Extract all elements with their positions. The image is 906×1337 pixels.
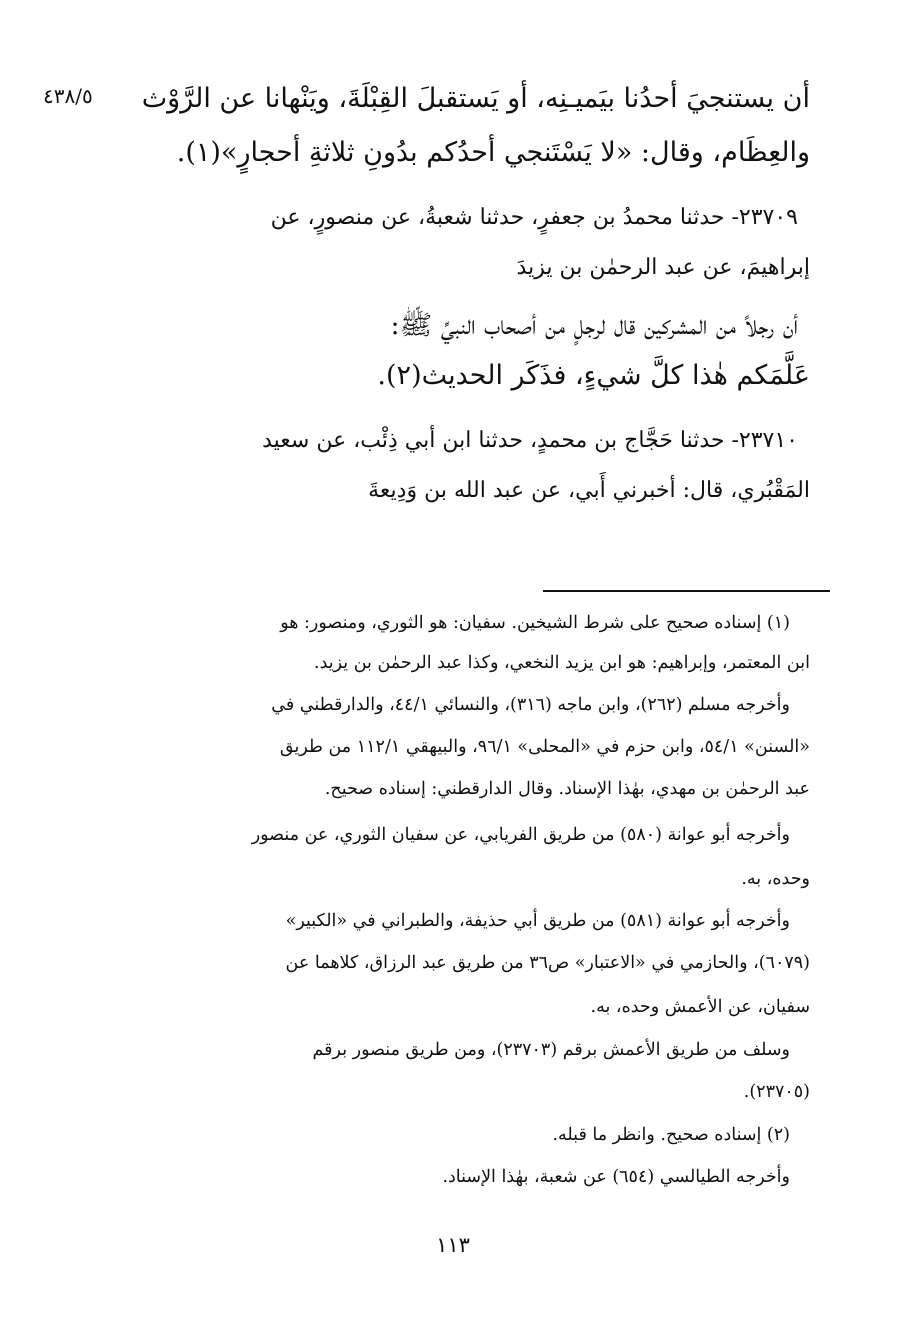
hadith-text-line: عَلَّمَكم هٰذا كلَّ شيءٍ، فذَكَر الحديث(٢). [377, 360, 810, 391]
page-number: ١١٣ [436, 1233, 470, 1257]
isnad-line: ٢٣٧١٠- حدثنا حَجَّاج بن محمدٍ، حدثنا ابن أبي ذِئْب، عن سعيد [262, 428, 798, 453]
isnad-line: المَقْبُري، قال: أخبرني أَبي، عن عبد الله بن وَدِيعةَ [368, 478, 810, 503]
footnote-line: سفيان، عن الأعمش وحده، به. [590, 997, 810, 1017]
footnote-line: عبد الرحمٰن بن مهدي، بهٰذا الإسناد. وقال الدارقطني: إسناده صحيح. [324, 779, 810, 799]
hadith-text-line: أن يستنجيَ أحدُنا بيَميـنِه، أو يَستقبلَ القِبْلَةَ، ويَنْهانا عن الرَّوْث [141, 83, 810, 114]
footnote-line: «السنن» ٥٤/١، وابن حزم في «المحلى» ٩٦/١، والبيهقي ١١٢/١ من طريق [279, 737, 810, 757]
footnote-line: وأخرجه أبو عوانة (٥٨٠) من طريق الفريابي، عن سفيان الثوري، عن منصور [251, 825, 790, 845]
margin-reference: ٤٣٨/٥ [43, 84, 93, 108]
footnote-line: وأخرجه الطيالسي (٦٥٤) عن شعبة، بهٰذا الإسناد. [442, 1167, 790, 1187]
footnote-line: وأخرجه أبو عوانة (٥٨١) من طريق أبي حذيفة، والطبراني في «الكبير» [285, 911, 790, 931]
footnote-line: وسلف من طريق الأعمش برقم (٢٣٧٠٣)، ومن طريق منصور برقم [312, 1040, 790, 1060]
hadith-text-line: أن رجلاً من المشركين قال لرجلٍ من أصحاب النبيِّ ﷺ: [390, 310, 798, 341]
footnote-separator [543, 590, 830, 592]
footnote-line: (٢) إسناده صحيح. وانظر ما قبله. [552, 1125, 790, 1145]
footnote-line: (٦٠٧٩)، والحازمي في «الاعتبار» ص٣٦ من طريق عبد الرزاق، كلاهما عن [285, 953, 810, 973]
footnote-line: (١) إسناده صحيح على شرط الشيخين. سفيان: هو الثوري، ومنصور: هو [280, 613, 790, 633]
footnote-line: (٢٣٧٠٥). [743, 1082, 810, 1102]
isnad-line: ٢٣٧٠٩- حدثنا محمدُ بن جعفرٍ، حدثنا شعبةُ، عن منصورٍ، عن [270, 205, 798, 230]
footnote-line: وأخرجه مسلم (٢٦٢)، وابن ماجه (٣١٦)، والنسائي ٤٤/١، والدارقطني في [271, 695, 790, 715]
footnote-line: ابن المعتمر، وإبراهيم: هو ابن يزيد النخعي، وكذا عبد الرحمٰن بن يزيد. [314, 653, 810, 673]
hadith-text-line: والعِظَام، وقال: «لا يَسْتَنجي أحدُكم بدُونِ ثلاثةِ أحجارٍ»(١). [176, 137, 810, 168]
isnad-line: إبراهيمَ، عن عبد الرحمٰن بن يزيدَ [516, 255, 810, 280]
footnote-line: وحده، به. [741, 869, 810, 889]
